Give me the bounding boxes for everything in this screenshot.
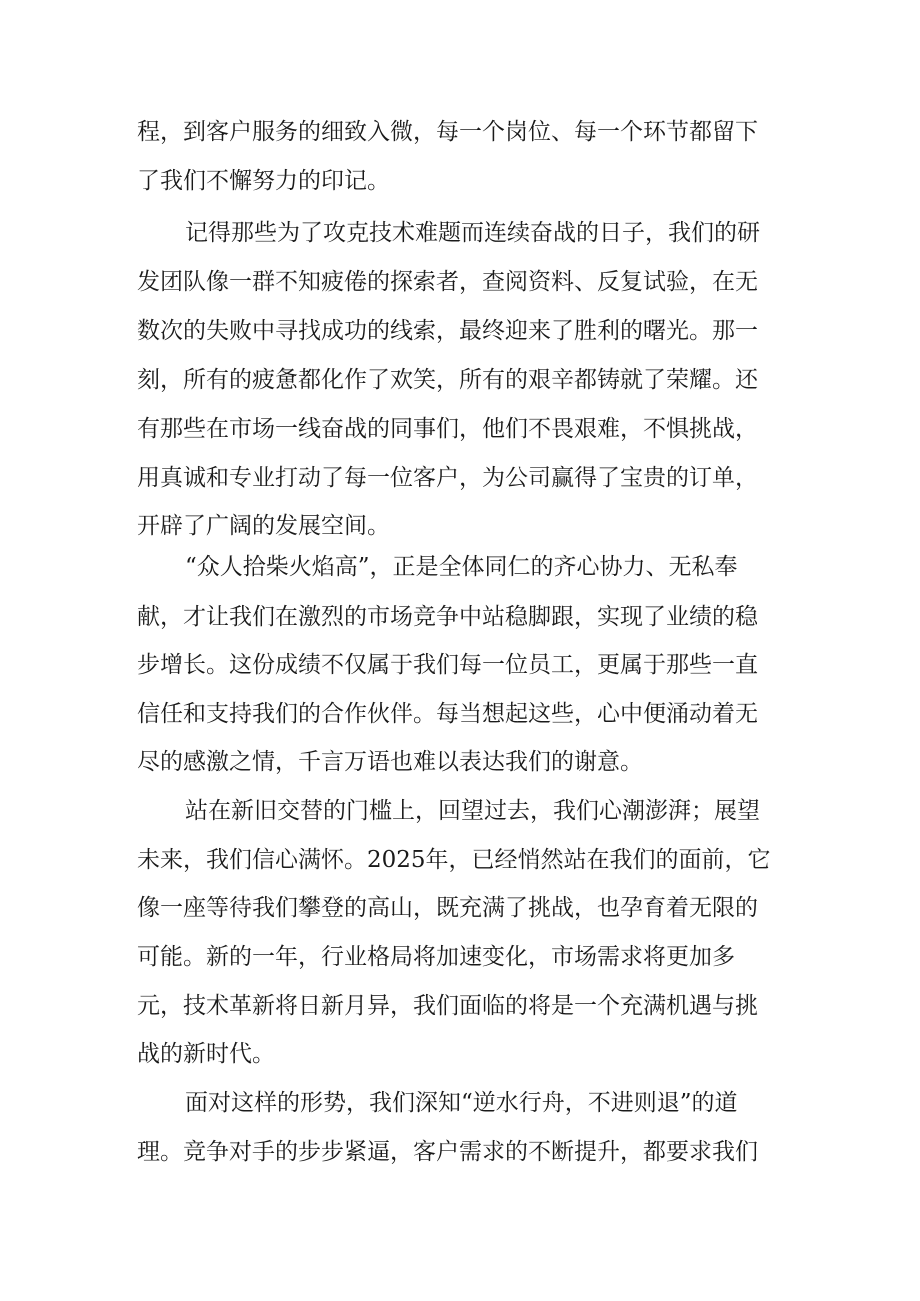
text-line: [0, 213, 920, 253]
text-line: [0, 645, 920, 685]
line-text: 程，到客户服务的细致入微，每一个岗位、每一个环节都留下: [137, 119, 758, 145]
text-line: [0, 937, 920, 977]
line-text: 站在新旧交替的门槛上，回望过去，我们心潮澎湃；展望: [185, 798, 760, 824]
text-line: [0, 262, 920, 302]
line-text: 元，技术革新将日新月异，我们面临的将是一个充满机遇与挑: [137, 993, 758, 1019]
text-line: [0, 597, 920, 637]
text-line: [0, 1034, 920, 1074]
line-text: 用真诚和专业打动了每一位客户，为公司赢得了宝贵的订单，: [137, 465, 758, 491]
text-line: [0, 791, 920, 831]
line-text: 刻，所有的疲惫都化作了欢笑，所有的艰辛都铸就了荣耀。还: [137, 367, 758, 393]
text-line: [0, 506, 920, 546]
line-text: 信任和支持我们的合作伙伴。每当想起这些，心中便涌动着无: [137, 701, 758, 727]
line-text: 面对这样的形势，我们深知“逆水行舟，不进则退”的道: [185, 1090, 738, 1116]
text-line: [0, 311, 920, 351]
text-line: [0, 112, 920, 152]
line-text: 发团队像一群不知疲倦的探索者，查阅资料、反复试验，在无: [137, 269, 758, 295]
line-text: 了我们不懈努力的印记。: [137, 168, 390, 194]
line-text: 可能。新的一年，行业格局将加速变化，市场需求将更加多: [137, 944, 735, 970]
line-text: 步增长。这份成绩不仅属于我们每一位员工，更属于那些一直: [137, 652, 758, 678]
line-text: 开辟了广阔的发展空间。: [137, 513, 390, 539]
text-line: [0, 1132, 920, 1172]
line-text: 数次的失败中寻找成功的线索，最终迎来了胜利的曙光。那一: [137, 318, 758, 344]
text-line: [0, 840, 920, 880]
text-line: [0, 986, 920, 1026]
line-text: 像一座等待我们攀登的高山，既充满了挑战，也孕育着无限的: [137, 895, 758, 921]
text-line: [0, 409, 920, 449]
line-text: 记得那些为了攻克技术难题而连续奋战的日子，我们的研: [185, 220, 760, 246]
text-line: [0, 1083, 920, 1123]
line-text: 有那些在市场一线奋战的同事们，他们不畏艰难，不惧挑战，: [137, 416, 758, 442]
text-line: [0, 547, 920, 587]
line-text: 理。竞争对手的步步紧逼，客户需求的不断提升，都要求我们: [137, 1139, 758, 1165]
line-text: “众人拾柴火焰高”，正是全体同仁的齐心协力、无私奉: [185, 554, 738, 580]
text-line: [0, 694, 920, 734]
text-line: [0, 888, 920, 928]
line-text: 尽的感激之情，千言万语也难以表达我们的谢意。: [137, 749, 643, 775]
line-text: 未来，我们信心满怀。2025年，已经悄然站在我们的面前，它: [137, 847, 771, 873]
text-line: [0, 161, 920, 201]
text-line: [0, 742, 920, 782]
line-text: 献，才让我们在激烈的市场竞争中站稳脚跟，实现了业绩的稳: [137, 604, 758, 630]
line-text: 战的新时代。: [137, 1041, 275, 1067]
text-line: [0, 360, 920, 400]
text-line: [0, 458, 920, 498]
